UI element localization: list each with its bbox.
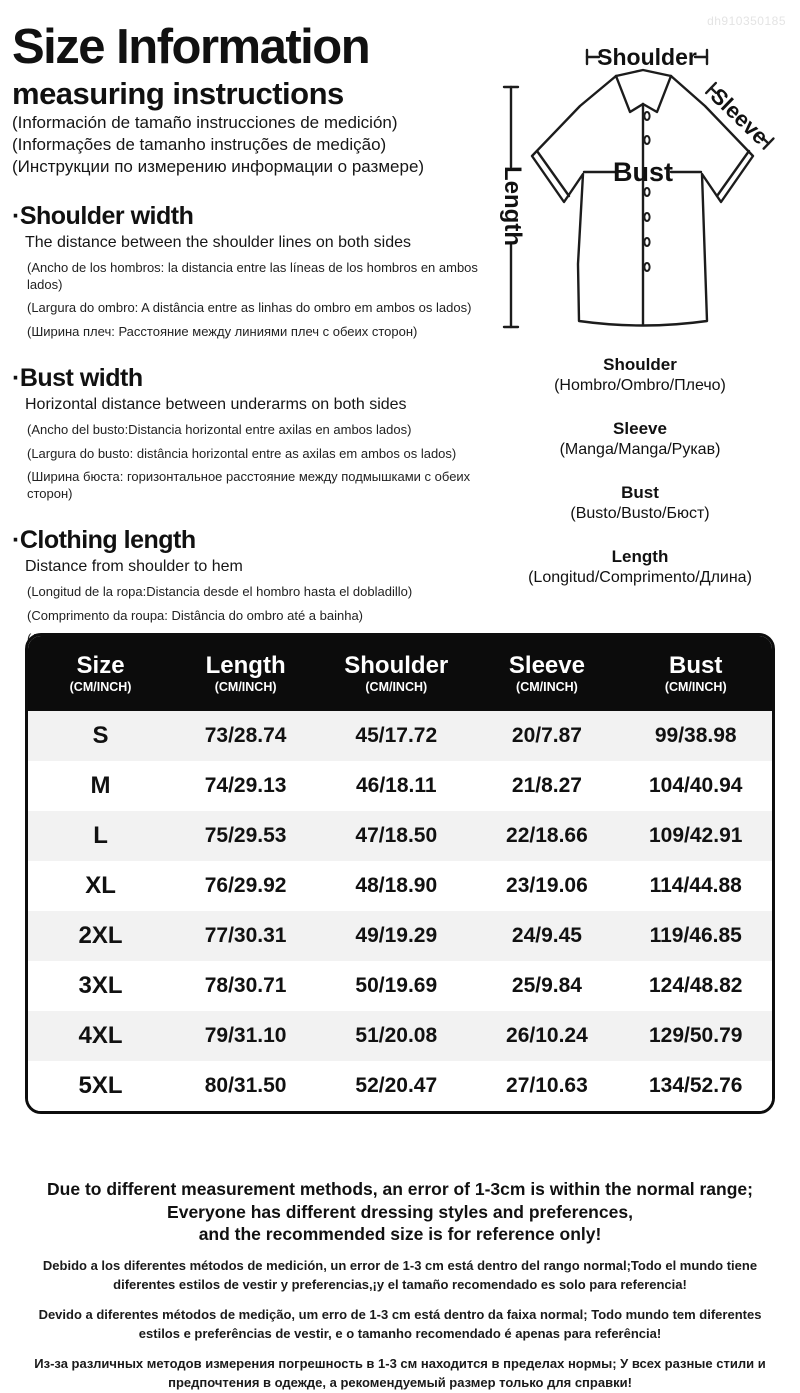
section-description: Horizontal distance between underarms on both sides <box>25 396 407 413</box>
subtitle-translations <box>12 112 486 178</box>
shoulder-diagram-label: Shoulder <box>597 44 697 70</box>
cell-sleeve: 26/10.24 <box>506 1024 588 1047</box>
section-translation-es: (Longitud de la ropa:Distancia desde el hombro hasta el dobladillo) <box>27 584 413 599</box>
unit-label: (CM/INCH) <box>664 680 727 694</box>
page-title: Size Information <box>12 20 370 74</box>
cell-shoulder: 52/20.47 <box>355 1074 438 1097</box>
table-row-2xl <box>28 911 772 961</box>
cell-sleeve: 20/7.87 <box>511 724 582 747</box>
legend-translations: (Manga/Manga/Рукав) <box>559 441 721 458</box>
cell-length: 74/29.13 <box>204 774 287 797</box>
cell-size: 4XL <box>78 1022 123 1049</box>
legend-shoulder <box>480 354 800 396</box>
legend-label: Shoulder <box>603 355 677 374</box>
cell-bust: 104/40.94 <box>649 774 743 797</box>
cell-sleeve: 23/19.06 <box>506 874 588 897</box>
cell-bust: 119/46.85 <box>649 924 742 947</box>
legend-length <box>480 546 800 588</box>
cell-bust: 124/48.82 <box>649 974 743 997</box>
col-header-length: Length <box>205 652 286 679</box>
buttons <box>644 112 649 271</box>
section-translation-pt: (Comprimento da roupa: Distância do ombro até a bainha) <box>27 607 364 623</box>
cell-length: 75/29.53 <box>204 824 287 847</box>
section-description: The distance between the shoulder lines on both sides <box>25 234 412 251</box>
subtitle-translation-pt: (Informações de tamanho instruções de medição) <box>12 135 387 154</box>
subtitle-translation-es: (Información de tamaño instrucciones de medición) <box>12 113 398 132</box>
legend-bust <box>480 482 800 524</box>
disclaimer-en-line: and the recommended size is for reference only! <box>198 1224 602 1244</box>
section-clothing-length <box>12 526 486 648</box>
section-shoulder-width <box>12 202 486 340</box>
cell-length: 77/30.31 <box>204 924 287 947</box>
bullet: · <box>12 526 20 554</box>
cell-bust: 129/50.79 <box>649 1024 743 1047</box>
shirt-measurement-diagram <box>480 24 800 346</box>
size-table <box>25 633 775 1114</box>
unit-label: (CM/INCH) <box>516 680 578 694</box>
unit-label: (CM/INCH) <box>365 680 428 694</box>
table-row-l <box>28 811 772 861</box>
col-header-bust: Bust <box>669 652 723 679</box>
disclaimer-en-line: Everyone has different dressing styles and preferences, <box>167 1201 633 1222</box>
page-subtitle: measuring instructions <box>12 76 344 111</box>
cell-sleeve: 24/9.45 <box>511 924 582 947</box>
bullet: · <box>12 364 20 392</box>
cell-length: 78/30.71 <box>204 974 287 997</box>
section-translation-ru: (Ширина плеч: Расстояние между линиями плеч с обеих сторон) <box>27 323 418 339</box>
legend-sleeve <box>480 418 800 460</box>
disclaimer-en-line: Due to different measurement methods, an error of 1-3cm is within the normal range; <box>47 1179 753 1199</box>
unit-label: (CM/INCH) <box>214 680 277 694</box>
left-cuff-line <box>537 151 569 196</box>
cell-size: M <box>90 772 111 799</box>
cell-shoulder: 51/20.08 <box>355 1024 438 1047</box>
disclaimer-ru: Из-за различных методов измерения погрешность в 1-3 см находится в пределах нормы; У всех разные стили и предпочтения в одежде, а рекомендуемый размер только для справки! <box>34 1355 766 1390</box>
table-row-4xl <box>28 1011 772 1061</box>
cell-bust: 134/52.76 <box>649 1074 743 1097</box>
watermark-text: dh910350185 <box>707 14 786 28</box>
table-row-xl <box>28 861 772 911</box>
legend-label: Sleeve <box>613 419 667 438</box>
section-translation-pt: (Largura do busto: distância horizontal entre as axilas em ambos os lados) <box>27 445 457 461</box>
cell-sleeve: 22/18.66 <box>506 824 588 847</box>
cell-sleeve: 27/10.63 <box>506 1074 588 1097</box>
disclaimer-pt: Devido a diferentes métodos de medição, um erro de 1-3 cm está dentro da faixa normal; Todo mundo tem diferentes estilos e preferências de vestir, e o tamanho recomendado é apenas para referência! <box>38 1306 762 1341</box>
table-row-5xl <box>28 1061 772 1111</box>
unit-label: (CM/INCH) <box>69 680 132 694</box>
cell-shoulder: 45/17.72 <box>355 724 438 747</box>
diagram-column <box>480 0 800 610</box>
cell-shoulder: 47/18.50 <box>355 824 438 847</box>
cell-shoulder: 50/19.69 <box>355 974 438 997</box>
disclaimer-block <box>20 1178 780 1393</box>
legend-label: Bust <box>621 483 659 502</box>
col-header-shoulder: Shoulder <box>344 652 449 679</box>
disclaimer-en <box>20 1178 780 1246</box>
cell-sleeve: 21/8.27 <box>511 774 582 797</box>
col-header-sleeve: Sleeve <box>508 652 585 679</box>
cell-bust: 99/38.98 <box>654 724 737 747</box>
cell-length: 73/28.74 <box>204 724 287 747</box>
sleeve-diagram-label: Sleeve <box>705 82 774 150</box>
legend-label: Length <box>611 547 669 566</box>
legend-translations: (Longitud/Comprimento/Длина) <box>528 569 752 586</box>
section-translation-es: (Ancho del busto:Distancia horizontal entre axilas en ambos lados) <box>27 422 412 437</box>
cell-shoulder: 49/19.29 <box>355 924 438 947</box>
length-diagram-label: Length <box>499 166 526 246</box>
subtitle-translation-ru: (Инструкции по измерению информации о размере) <box>12 157 425 176</box>
section-translation-pt: (Largura do ombro: A distância entre as linhas do ombro em ambos os lados) <box>27 300 472 315</box>
cell-size: 5XL <box>78 1072 123 1099</box>
cell-shoulder: 48/18.90 <box>355 874 438 897</box>
cell-size: XL <box>85 872 116 899</box>
cell-size: 2XL <box>78 922 123 949</box>
cell-length: 79/31.10 <box>204 1024 287 1047</box>
cell-size: S <box>92 722 109 749</box>
cell-size: 3XL <box>78 972 123 999</box>
table-row-s <box>28 711 772 761</box>
col-header-size: Size <box>76 652 125 679</box>
section-title: Bust width <box>19 364 143 392</box>
cell-length: 80/31.50 <box>204 1074 287 1097</box>
right-cuff-line <box>717 151 749 196</box>
cell-bust: 114/44.88 <box>649 874 742 897</box>
section-title: Shoulder width <box>19 202 194 230</box>
cell-sleeve: 25/9.84 <box>511 974 582 997</box>
disclaimer-es: Debido a los diferentes métodos de medición, un error de 1-3 cm está dentro del rango normal;Todo el mundo tiene diferentes estilos de vestir y preferencias,¡y el tamaño recomendado es solo para referencia! <box>42 1257 758 1292</box>
bust-diagram-label: Bust <box>613 157 673 187</box>
bullet: · <box>12 202 20 230</box>
cell-length: 76/29.92 <box>204 874 287 897</box>
size-table-header <box>28 636 772 711</box>
legend-translations: (Busto/Busto/Бюст) <box>570 505 710 522</box>
section-translation-es: (Ancho de los hombros: la distancia entre las líneas de los hombros en ambos lados) <box>27 260 478 292</box>
section-description: Distance from shoulder to hem <box>25 558 243 575</box>
table-row-m <box>28 761 772 811</box>
section-bust-width <box>12 364 486 502</box>
diagram-legend <box>480 354 800 588</box>
table-row-3xl <box>28 961 772 1011</box>
cell-size: L <box>93 822 108 849</box>
cell-shoulder: 46/18.11 <box>355 774 437 797</box>
legend-translations: (Hombro/Ombro/Плечо) <box>554 377 726 394</box>
intro-column <box>12 20 486 648</box>
section-translation-ru: (Ширина бюста: горизонтальное расстояние между подмышками с обеих сторон) <box>27 469 471 501</box>
cell-bust: 109/42.91 <box>649 824 743 847</box>
section-title: Clothing length <box>19 526 196 554</box>
